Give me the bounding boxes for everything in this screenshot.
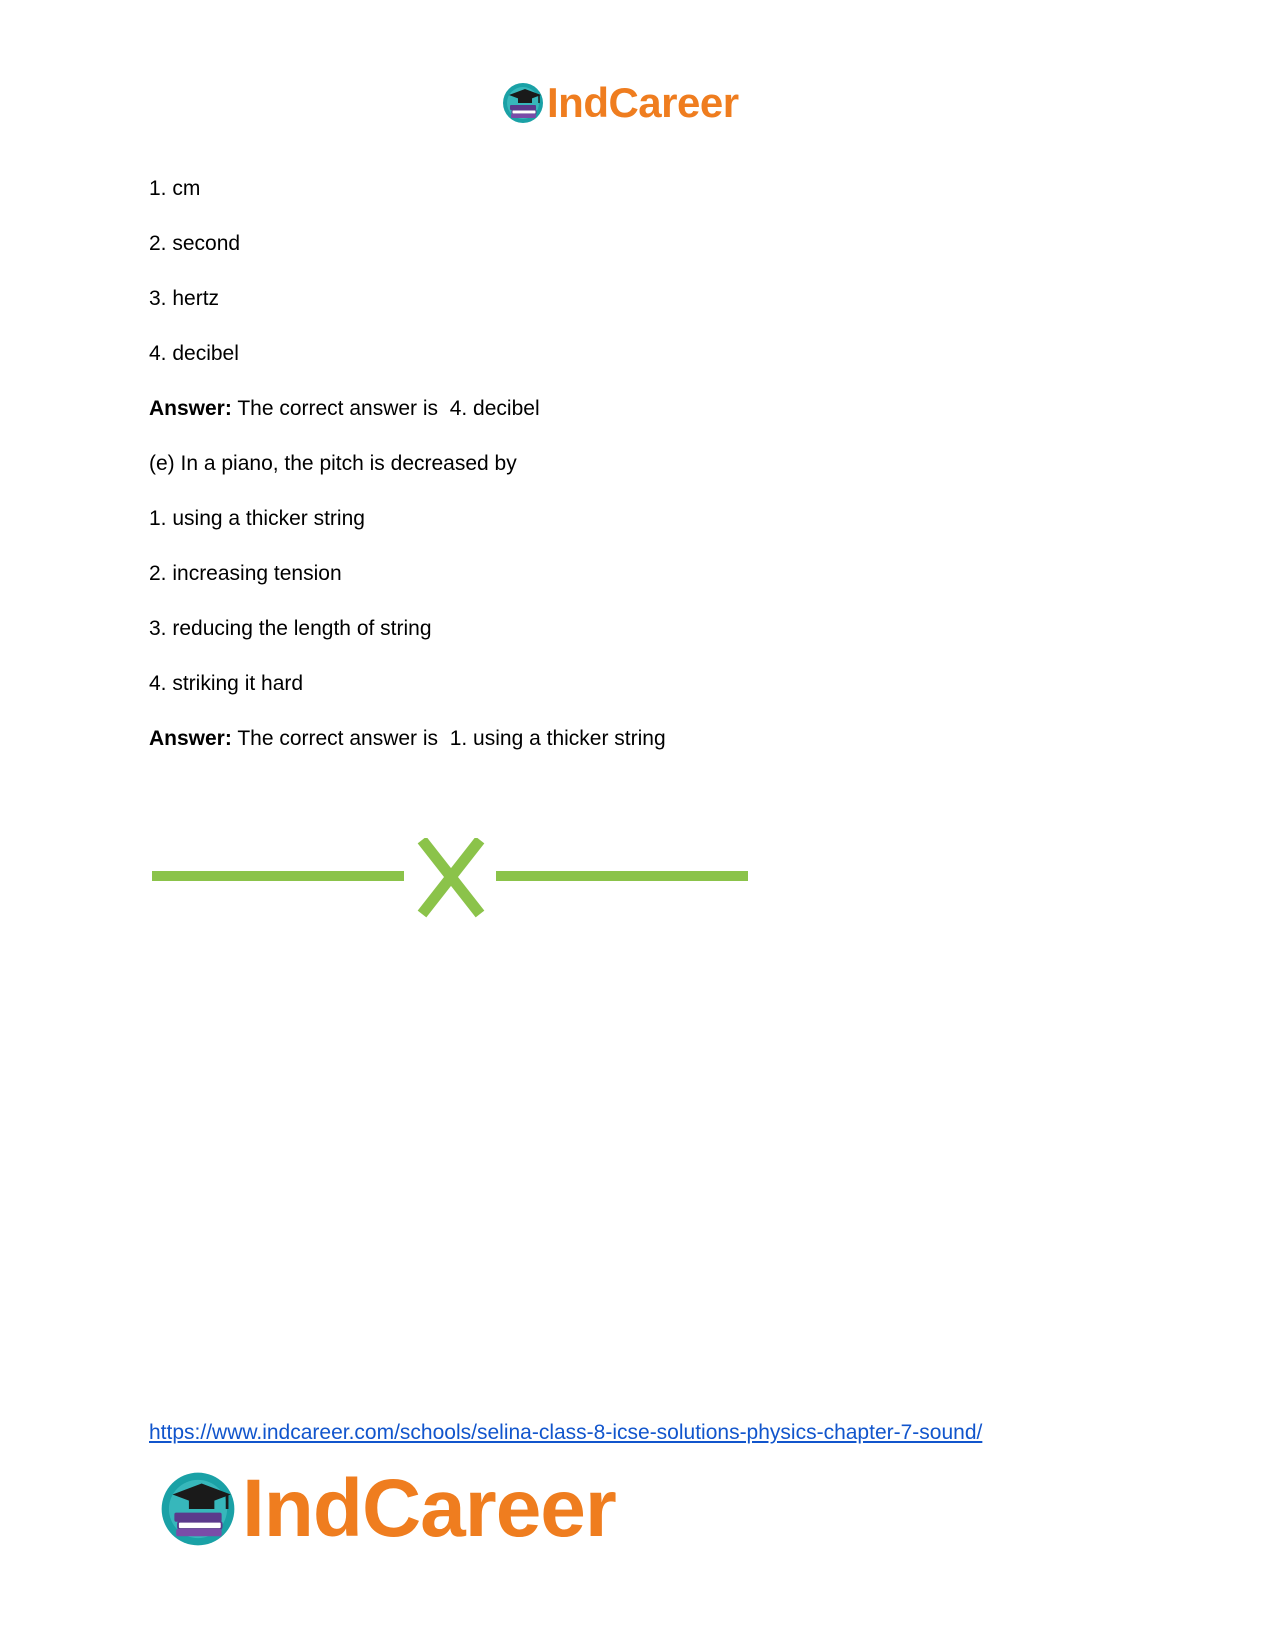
option-line: 3. reducing the length of string xyxy=(149,617,432,640)
document-body xyxy=(149,176,1149,781)
source-url-link[interactable]: https://www.indcareer.com/schools/selina-class-8-icse-solutions-physics-chapter-7-sound/ xyxy=(149,1421,983,1444)
option-line: 3. hertz xyxy=(149,287,220,310)
answer-label: Answer: xyxy=(149,397,232,420)
answer-text: The correct answer is 4. decibel xyxy=(231,397,540,420)
header-logo xyxy=(501,78,739,128)
option-line: 1. using a thicker string xyxy=(149,507,365,530)
answer-line xyxy=(149,726,1149,751)
option-line: 2. second xyxy=(149,232,241,255)
footer-logo xyxy=(158,1464,616,1554)
footer-logo-text: IndCareer xyxy=(242,1463,616,1554)
answer-label: Answer: xyxy=(149,727,232,750)
x-divider-icon xyxy=(150,838,750,918)
option-line: 4. decibel xyxy=(149,342,239,365)
option-line: 2. increasing tension xyxy=(149,562,342,585)
question-line: (e) In a piano, the pitch is decreased by xyxy=(149,452,517,475)
graduation-books-icon xyxy=(158,1469,238,1549)
header-logo-text: IndCareer xyxy=(547,79,739,126)
answer-text: The correct answer is 1. using a thicker string xyxy=(231,727,666,750)
option-line: 1. cm xyxy=(149,177,201,200)
graduation-books-icon xyxy=(501,81,545,125)
answer-line xyxy=(149,396,1149,421)
option-line: 4. striking it hard xyxy=(149,672,304,695)
